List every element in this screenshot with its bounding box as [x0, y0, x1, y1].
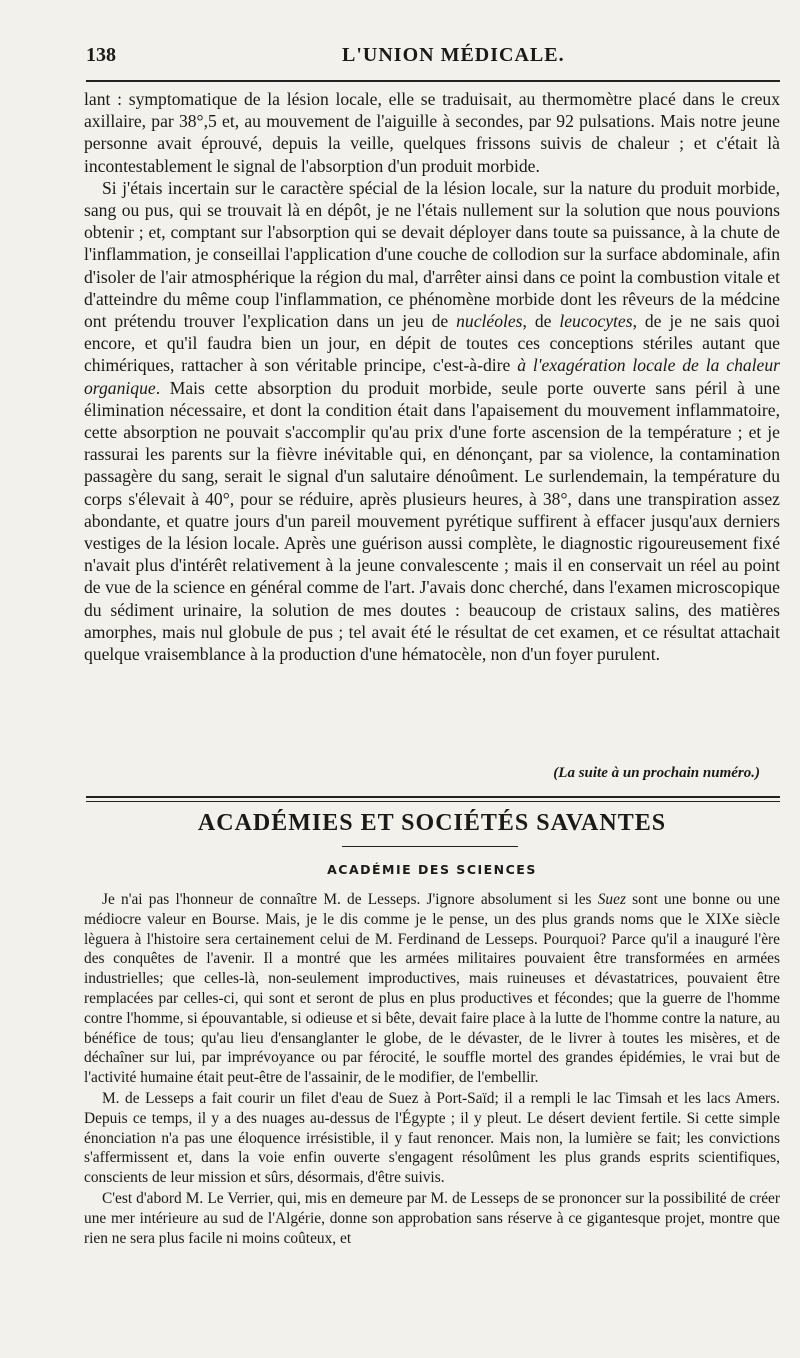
article-paragraph: lant : symptomatique de la lésion locale, elle se traduisait, au thermomètre placé dans le creux axillaire, par 38°,5 et, au mouvement de l'aiguille à secondes, par 92 pulsations. Mais notre jeune personne avait éprouvé, depuis la veille, quelques frissons suivis de chaleur ; et c'était là incontestablement le signal de l'absorption d'un produit morbide. [84, 89, 780, 176]
article-paragraph: Si j'étais incertain sur le caractère spécial de la lésion locale, sur la nature du produit morbide, sang ou pus, qui se trouvait là en dépôt, je ne l'étais nullement sur la solution que nous pouvions obtenir ; et, comptant sur l'absorption qui se devait déployer dans toute sa puissance, à la chute de l'inflammation, je conseillai l'application d'une couche de collodion sur la surface abdominale, afin d'isoler de l'air atmosphérique la région du mal, d'arrêter ainsi dans ce point la combustion vitale et d'atteindre du même coup l'inflammation, ce phénomène morbide dont les rêveurs de la médcine ont prétendu trouver l'explication dans un jeu de nucléoles, de leucocytes, de je ne sais quoi encore, et qu'il faudra bien un jour, en dépit de toutes ces conceptions stériles autant que chimériques, rattacher à son véritable principe, c'est-à-dire à l'exagération locale de la chaleur organique. Mais cette absorption du produit morbide, seule porte ouverte sans péril à une élimination nécessaire, et dont la condition était dans l'apaisement du mouvement inflammatoire, cette absorption ne pouvait s'accomplir qu'au prix d'une forte ascension de la température ; et je rassurai les parents sur la fièvre inévitable qui, en dénonçant, par sa violence, la contamination passagère du sang, serait le signal d'un salutaire dénoûment. Le surlendemain, la température du corps s'élevait à 40°, pour se réduire, après plusieurs heures, à 38°, dans une transpiration assez abondante, et quatre jours d'un pareil mouvement pyrétique suffirent à effacer jusqu'aux derniers vestiges de la lésion locale. Après une guérison aussi complète, le diagnostic rigoureusement fixé n'avait plus d'intérêt relativement à la jeune convalescente ; mais il en conservait un réel au point de vue de la science en général comme de l'art. J'avais donc cherché, dans l'examen microscopique du sédiment urinaire, la solution de mes doutes : beaucoup de cristaux salins, des matières amorphes, mais nul globule de pus ; tel avait été le résultat de cet examen, et ce résultat attachait quelque vraisemblance à la production d'une hématocèle, non d'un foyer purulent. [84, 177, 781, 665]
section-subtitle: ACADÉMIE DES SCIENCES [327, 862, 537, 877]
italic-term: Suez [597, 891, 626, 908]
page-number: 138 [86, 44, 116, 66]
academie-paragraph: Je n'ai pas l'honneur de connaître M. de Lesseps. J'ignore absolument si les Suez sont une bonne ou une médiocre valeur en Bourse. Mais, je le dis comme je le pense, un des plus grands noms que le XIXe siècle lèguera à l'histoire sera certainement celui de M. Ferdinand de Lesseps. Pourquoi? Parce qu'il a inauguré l'ère des conquêtes de l'avenir. Il a montré que les armées militaires pouvaient être transformées en armées industrielles; que celles-là, non-seulement improductives, mais ruineuses et dévastatrices, pouvaient être remplacées par celles-ci, qui sont et seront de plus en plus productives et fécondes; que la guerre de l'homme contre l'homme, si épouvantable, si odieuse et si bête, devait faire place à la lutte de l'homme contre la nature, au bénéfice de tous; qu'au lieu d'ensanglanter le globe, de le dévaster, de le livrer à toutes les misères, et de déchaîner sur lui, par imprévoyance ou par férocité, le souffle mortel des grandes épidémies, le vrai but de l'activité humaine était peut-être de l'assainir, de le modifier, de l'embellir. [84, 891, 781, 1087]
italic-term: leucocytes [559, 311, 633, 332]
academie-paragraph: M. de Lesseps a fait courir un filet d'eau de Suez à Port-Saïd; il a rempli le lac Timsah et les lacs Amers. Depuis ce temps, il y a des nuages au-dessus de l'Égypte ; il y pleut. Le désert devient fertile. Si cette simple énonciation n'a pas une éloquence irrésistible, il y faut renoncer. Mais non, la lumière se fait; les convictions s'affermissent et, dans la voie enfin ouverte s'engagent résolûment les plus grands esprits scientifiques, conscients de leur mission et sûrs, désormais, d'être suivis. [84, 1089, 780, 1187]
running-title: L'UNION MÉDICALE. [342, 44, 565, 66]
section-title: ACADÉMIES ET SOCIÉTÉS SAVANTES [197, 810, 667, 836]
header-rule [86, 80, 780, 82]
title-underline [342, 846, 518, 847]
section-rule-bottom [86, 801, 780, 802]
academie-paragraph: C'est d'abord M. Le Verrier, qui, mis en demeure par M. de Lesseps de se prononcer sur la possibilité de créer une mer intérieure au sud de l'Algérie, donne son approbation sans réserve à ce gigantesque projet, montre que rien ne sera plus facile ni moins coûteux, et [84, 1189, 780, 1247]
italic-phrase: à l'exagération locale de la chaleur organique [84, 355, 781, 398]
article-body [84, 88, 780, 665]
continuation-note: (La suite à un prochain numéro.) [553, 765, 760, 781]
page-header [86, 44, 776, 74]
academie-body [84, 890, 780, 1249]
italic-term: nucléoles [456, 311, 523, 332]
section-rule-top [86, 796, 780, 798]
